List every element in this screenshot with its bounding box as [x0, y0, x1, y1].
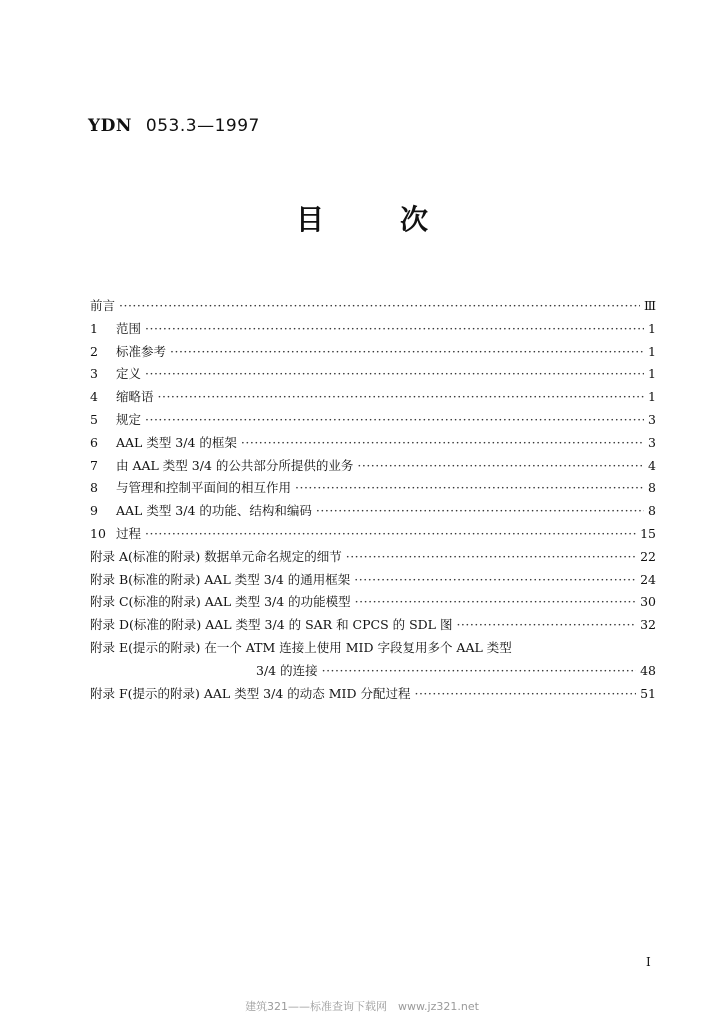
toc-entry-label: 附录 B(标准的附录) AAL 类型 3/4 的通用框架: [90, 571, 351, 587]
toc-entry-number: 1: [90, 320, 98, 336]
toc-entry-label: 范围: [116, 320, 142, 336]
toc-entry-page: 48: [640, 662, 656, 678]
toc-entry-page: 1: [648, 366, 656, 382]
toc-entry-10[interactable]: [90, 524, 656, 547]
standard-org: YDN: [88, 116, 132, 136]
table-of-contents: [90, 296, 656, 706]
toc-entry-label: 规定: [116, 411, 142, 427]
toc-entry-page: 32: [640, 617, 656, 633]
toc-entry-page: 24: [640, 571, 656, 587]
toc-entry-number: 3: [90, 366, 98, 382]
toc-entry-page: 8: [648, 503, 656, 519]
toc-entry-number: 6: [90, 434, 98, 450]
toc-entry-page: 22: [640, 548, 656, 564]
toc-entry-label: 与管理和控制平面间的相互作用: [116, 480, 292, 496]
toc-entry-appendix-e[interactable]: [90, 638, 656, 661]
toc-entry-label: 标准参考: [116, 343, 167, 359]
standard-code: [88, 116, 260, 136]
toc-entry-page: 4: [648, 457, 656, 473]
toc-entry-label: AAL 类型 3/4 的功能、结构和编码: [116, 503, 312, 519]
toc-entry-label: 由 AAL 类型 3/4 的公共部分所提供的业务: [116, 457, 354, 473]
standard-number: 053.3—1997: [145, 116, 260, 136]
toc-entry-page: 51: [640, 685, 656, 701]
toc-entry-label: 定义: [116, 366, 142, 382]
toc-entry-label: 前言: [90, 298, 116, 313]
watermark: 建筑321——标准查询下载网 www.jz321.net: [245, 1000, 479, 1013]
toc-entry-page: 1: [648, 389, 656, 405]
toc-entry-number: 4: [90, 389, 98, 405]
toc-entry-2[interactable]: [90, 342, 656, 365]
toc-entry-label: 附录 D(标准的附录) AAL 类型 3/4 的 SAR 和 CPCS 的 SDL 图: [90, 617, 453, 633]
toc-entry-9[interactable]: [90, 501, 656, 524]
toc-entry-foreword[interactable]: [90, 296, 656, 319]
page-title-char-1: 目: [295, 203, 324, 236]
toc-entry-page: 30: [640, 594, 656, 610]
toc-entry-label: 过程: [116, 525, 142, 541]
toc-entry-label: 缩略语: [116, 389, 154, 405]
toc-entry-8[interactable]: [90, 478, 656, 501]
toc-entry-page: 3: [648, 411, 656, 427]
toc-entry-page: 15: [640, 525, 656, 541]
toc-entry-page: 1: [648, 320, 656, 336]
toc-entry-label: 3/4 的连接: [256, 662, 318, 678]
toc-entry-page: 3: [648, 434, 656, 450]
toc-entry-appendix-a[interactable]: [90, 547, 656, 570]
toc-entry-appendix-c[interactable]: [90, 592, 656, 615]
toc-entry-5[interactable]: [90, 410, 656, 433]
toc-entry-label: 附录 E(提示的附录) 在一个 ATM 连接上使用 MID 字段复用多个 AAL 类型: [90, 639, 512, 655]
toc-entry-appendix-e-continued[interactable]: [90, 661, 656, 684]
toc-entry-appendix-b[interactable]: [90, 570, 656, 593]
toc-entry-page: Ⅲ: [643, 298, 656, 313]
toc-entry-number: 10: [90, 525, 106, 541]
toc-entry-number: 9: [90, 503, 98, 519]
page-title: [0, 198, 724, 238]
toc-entry-label: 附录 A(标准的附录) 数据单元命名规定的细节: [90, 548, 342, 564]
toc-entry-page: 1: [648, 343, 656, 359]
toc-entry-number: 8: [90, 480, 98, 496]
toc-entry-label: AAL 类型 3/4 的框架: [116, 434, 237, 450]
toc-entry-label: 附录 F(提示的附录) AAL 类型 3/4 的动态 MID 分配过程: [90, 685, 411, 701]
toc-entry-number: 2: [90, 343, 98, 359]
toc-entry-appendix-d[interactable]: [90, 615, 656, 638]
toc-entry-1[interactable]: [90, 319, 656, 342]
toc-entry-number: 7: [90, 457, 98, 473]
toc-entry-page: 8: [648, 480, 656, 496]
toc-entry-appendix-f[interactable]: [90, 684, 656, 707]
toc-entry-7[interactable]: [90, 456, 656, 479]
toc-entry-3[interactable]: [90, 364, 656, 387]
page-number: I: [646, 955, 651, 969]
toc-entry-6[interactable]: [90, 433, 656, 456]
page-title-char-2: 次: [400, 203, 429, 236]
toc-entry-label: 附录 C(标准的附录) AAL 类型 3/4 的功能模型: [90, 594, 351, 610]
toc-entry-4[interactable]: [90, 387, 656, 410]
toc-entry-number: 5: [90, 411, 98, 427]
